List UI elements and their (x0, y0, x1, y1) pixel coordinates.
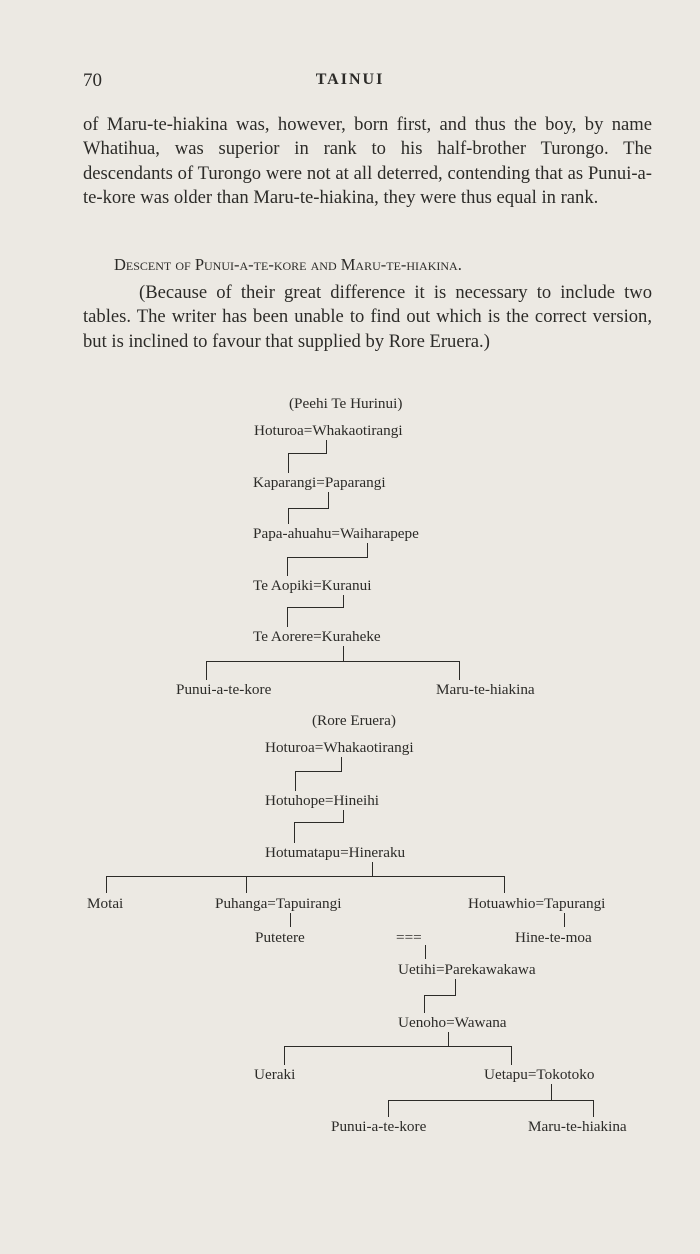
connector (295, 771, 296, 791)
table1-pair-3: Papa-ahuahu=Waiharapepe (253, 525, 419, 542)
connector (206, 661, 207, 680)
table2-gen4-motai: Motai (87, 895, 124, 912)
connector (206, 661, 460, 662)
table2-source: (Rore Eruera) (312, 712, 396, 729)
table1-child-2: Maru-te-hiakina (436, 681, 535, 698)
connector (295, 771, 342, 772)
connector (294, 822, 344, 823)
section-heading: Descent of Punui-a-te-kore and Maru-te-hiakina. (114, 255, 462, 274)
table2-gen5-putetere: Putetere (255, 929, 305, 946)
connector (511, 1046, 512, 1065)
table1-pair-4: Te Aopiki=Kuranui (253, 577, 372, 594)
connector (288, 508, 289, 524)
connector (372, 862, 373, 876)
connector (343, 810, 344, 822)
body-paragraph-1: of Maru-te-hiakina was, however, born first, and thus the boy, by name Whatihua, was superior in rank to his half-brother Turongo. The descendants of Turongo were not at all deterred, contending that as Punui-a-te-kore was older than Maru-te-hiakina, they were thus equal in rank. (83, 114, 652, 208)
connector (288, 453, 289, 473)
table2-gen8-uetapu: Uetapu=Tokotoko (484, 1066, 595, 1083)
connector (424, 995, 456, 996)
connector (388, 1100, 389, 1117)
connector (551, 1084, 552, 1100)
connector (388, 1100, 594, 1101)
table2-gen5-hine-te-moa: Hine-te-moa (515, 929, 592, 946)
connector (425, 945, 426, 959)
connector (287, 557, 288, 576)
table2-pair-3: Hotumatapu=Hineraku (265, 844, 406, 861)
connector (290, 913, 291, 927)
table2-pair-2: Hotuhope=Hineihi (265, 792, 380, 809)
table2-gen9-punui: Punui-a-te-kore (331, 1118, 427, 1135)
connector (459, 661, 460, 680)
connector (294, 822, 295, 843)
connector (593, 1100, 594, 1117)
table2-gen8-ueraki: Ueraki (254, 1066, 296, 1083)
table2-gen5-marriage: === (396, 929, 422, 946)
table1-pair-2: Kaparangi=Paparangi (253, 474, 386, 491)
connector (448, 1032, 449, 1046)
connector (326, 440, 327, 453)
table2-gen6: Uetihi=Parekawakawa (398, 961, 536, 978)
connector (106, 876, 505, 877)
table1-pair-5: Te Aorere=Kuraheke (253, 628, 381, 645)
page-number: 70 (83, 70, 102, 91)
connector (284, 1046, 285, 1065)
connector (367, 543, 368, 557)
body-paragraph-2: (Because of their great difference it is necessary to include two tables. The writer has been unable to find out which is the correct version, but is inclined to favour that supplied by Rore Eruera.) (83, 282, 652, 352)
connector (288, 453, 327, 454)
connector (288, 508, 329, 509)
table2-gen4-puhanga: Puhanga=Tapuirangi (215, 895, 342, 912)
connector (341, 757, 342, 771)
connector (106, 876, 107, 893)
connector (455, 979, 456, 995)
table1-source: (Peehi Te Hurinui) (289, 395, 403, 412)
connector (287, 607, 344, 608)
connector (564, 913, 565, 927)
table2-pair-1: Hoturoa=Whakaotirangi (265, 739, 414, 756)
table1-child-1: Punui-a-te-kore (176, 681, 272, 698)
connector (287, 557, 368, 558)
connector (504, 876, 505, 893)
connector (343, 646, 344, 661)
connector (328, 492, 329, 508)
connector (284, 1046, 512, 1047)
connector (287, 607, 288, 627)
table2-gen4-hotuawhio: Hotuawhio=Tapurangi (468, 895, 606, 912)
table1-pair-1: Hoturoa=Whakaotirangi (254, 422, 403, 439)
running-title: TAINUI (315, 71, 385, 88)
connector (424, 995, 425, 1013)
connector (246, 876, 247, 893)
table2-gen9-maru: Maru-te-hiakina (528, 1118, 627, 1135)
table2-gen7: Uenoho=Wawana (398, 1014, 507, 1031)
connector (343, 595, 344, 607)
